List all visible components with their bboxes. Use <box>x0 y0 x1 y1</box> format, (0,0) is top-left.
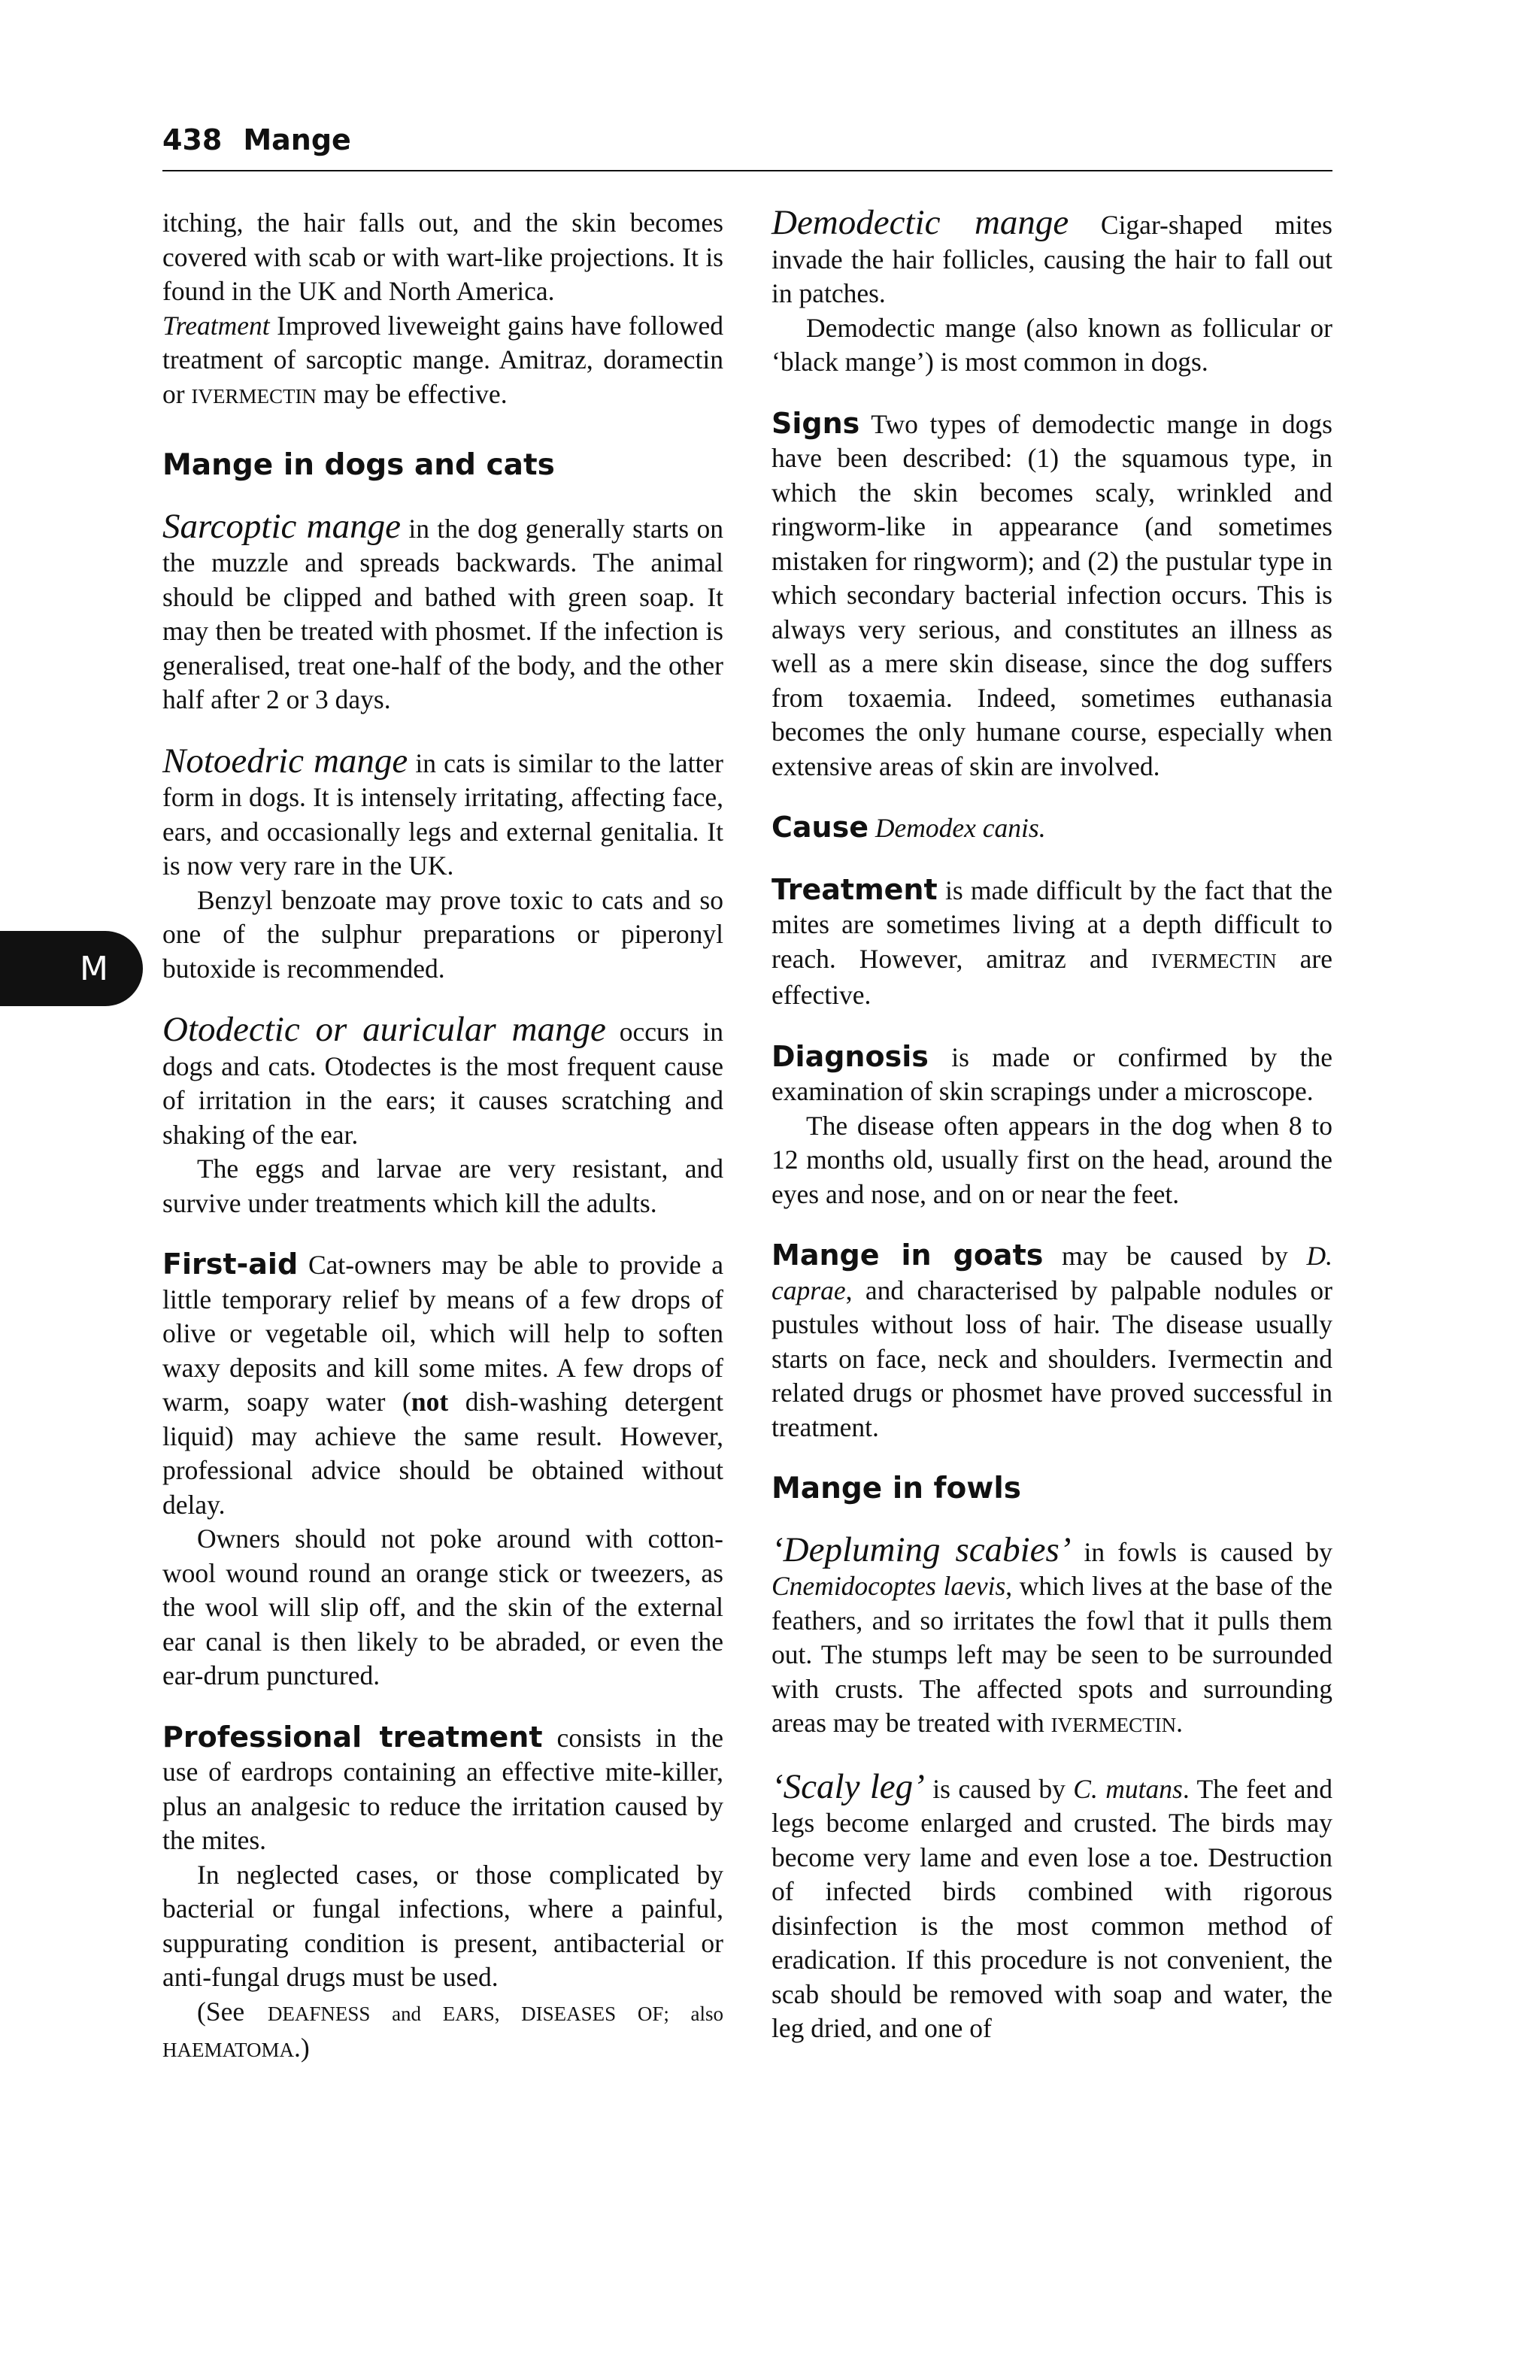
notoedric-heading: Notoedric mange <box>162 741 408 781</box>
sarcoptic-heading: Sarcoptic mange <box>162 506 401 546</box>
scaly-leg-heading: ‘Scaly leg’ <box>772 1766 925 1806</box>
heading-mange-dogs-cats: Mange in dogs and cats <box>162 448 555 482</box>
goats-heading: Mange in goats <box>772 1239 1044 1272</box>
paragraph-treatment-dogs: Treatment is made difficult by the fact that the mites are sometimes living at a depth difficult to reach. However, amitraz and IVERMECTIN are effective. <box>772 872 1333 1010</box>
cross-reference-deafness: DEAFNESS <box>267 2002 371 2025</box>
see-also-reference: (See DEAFNESS and EARS, DISEASES OF; also HAEMATOMA.) <box>162 1996 723 2063</box>
paragraph-cause: Cause Demodex canis. <box>772 811 1046 844</box>
signs-heading: Signs <box>772 406 860 440</box>
cross-reference-ivermectin: IVERMECTIN <box>1050 1714 1177 1736</box>
cross-reference-ivermectin: IVERMECTIN <box>1151 949 1277 972</box>
paragraph-goats: Mange in goats may be caused by D. caprae, and characterised by palpable nodules or pustules without loss of hair. The disease usually starts on face, neck and shoulders. Ivermectin and related drugs or phosmet have proved successful in treatment. <box>772 1239 1332 1442</box>
treatment-run-in-head: Treatment <box>162 310 270 341</box>
paragraph-otodectic: Otodectic or auricular mange occurs in dogs and cats. Otodectes is the most frequent cause of irritation in the ears; it causes scratching and shaking of the ear. <box>162 1010 723 1150</box>
diagnosis-heading: Diagnosis <box>772 1039 929 1073</box>
thumb-index-tab <box>0 931 143 1006</box>
demodectic-heading: Demodectic mange <box>772 203 1069 242</box>
paragraph-demodectic-2: Demodectic mange (also known as follicular or ‘black mange’) is most common in dogs. <box>772 312 1332 377</box>
paragraph-treatment-sheep: Treatment Improved liveweight gains have followed treatment of sarcoptic mange. Amitraz, doramectin or IVERMECTIN may be effective. <box>162 310 723 409</box>
cause-heading: Cause <box>772 811 869 844</box>
paragraph-owners: Owners should not poke around with cotton-wool wound round an orange stick or tweezers, as the wool will slip off, and the skin of the external ear canal is then likely to be abraded, or even the ear-drum punctured. <box>162 1524 723 1690</box>
paragraph-first-aid: First-aid Cat-owners may be able to provide a little temporary relief by means of a few drops of olive or vegetable oil, which will help to soften waxy deposits and kill some mites. A few drops of warm, soapy water (not dish-washing detergent liquid) may achieve the same result. However, professional advice should be obtained without delay. <box>162 1248 723 1520</box>
professional-treatment-heading: Professional treatment <box>162 1720 543 1754</box>
paragraph-notoedric: Notoedric mange in cats is similar to the latter form in dogs. It is intensely irritating, affecting face, ears, and occasionally legs and external genitalia. It is now very rare in the UK. <box>162 741 723 881</box>
paragraph-scaly-leg: ‘Scaly leg’ is caused by C. mutans. The feet and legs become enlarged and crusted. The birds may become very lame and even lose a toe. Destruction of infected birds combined with rigorous disinfection is the most common method of eradication. If this procedure is not convenient, the scab should be removed with soap and water, the leg dried, and one of <box>772 1766 1332 2043</box>
page-number: 438 <box>162 123 223 156</box>
paragraph-demodectic: Demodectic mange Cigar-shaped mites invade the hair follicles, causing the hair to fall out in patches. <box>772 203 1332 308</box>
section-title: Mange <box>243 123 351 156</box>
paragraph-signs: Signs Two types of demodectic mange in dogs have been described: (1) the squamous type, in which the skin becomes scaly, wrinkled and ringworm-like in appearance (and sometimes mistaken for ringworm); and (2) the pustular type in which secondary bacterial infection occurs. This is always very serious, and constitutes an illness as well as a mere skin disease, since the dog suffers from toxaemia. Indeed, sometimes euthanasia becomes the only humane course, especially when extensive areas of skin are involved. <box>772 406 1332 781</box>
paragraph-benzyl: Benzyl benzoate may prove toxic to cats and so one of the sulphur preparations or piperonyl butoxide is recommended. <box>162 884 723 984</box>
depluming-heading: ‘Depluming scabies’ <box>772 1530 1072 1569</box>
cross-reference-ears: EARS, DISEASES OF <box>442 2002 664 2025</box>
cross-reference-haematoma: HAEMATOMA <box>162 2039 295 2061</box>
paragraph-eggs: The eggs and larvae are very resistant, and survive under treatments which kill the adults. <box>162 1154 723 1218</box>
paragraph-diagnosis: Diagnosis is made or confirmed by the examination of skin scrapings under a microscope. <box>772 1039 1332 1106</box>
heading-mange-fowls: Mange in fowls <box>772 1472 1021 1505</box>
paragraph-neglected: In neglected cases, or those complicated by bacterial or fungal infections, where a painful, suppurating condition is present, antibacterial or anti-fungal drugs must be used. <box>162 1859 723 1992</box>
paragraph-depluming: ‘Depluming scabies’ in fowls is caused by Cnemidocoptes laevis, which lives at the base of the feathers, and so irritates the fowl that it pulls them out. The stumps left may be seen to be surrounded with crusts. The affected spots and surrounding areas may be treated with IVERMECTIN. <box>772 1530 1333 1738</box>
paragraph-professional-treatment: Professional treatment consists in the use of eardrops containing an effective mite-killer, plus an analgesic to reduce the irritation caused by the mites. <box>162 1720 723 1855</box>
right-column <box>772 203 1333 2046</box>
cross-reference-ivermectin: IVERMECTIN <box>191 384 317 408</box>
otodectic-heading: Otodectic or auricular mange <box>162 1010 606 1049</box>
paragraph-diagnosis-2: The disease often appears in the dog when 8 to 12 months old, usually first on the head, around the eyes and nose, and on or near the feet. <box>772 1110 1332 1209</box>
treatment-heading: Treatment <box>772 872 938 906</box>
first-aid-heading: First-aid <box>162 1248 299 1281</box>
paragraph-itching: itching, the hair falls out, and the skin becomes covered with scab or with wart-like projections. It is found in the UK and North America. <box>162 208 723 306</box>
left-column <box>162 206 723 2068</box>
running-head <box>162 123 1332 171</box>
paragraph-sarcoptic: Sarcoptic mange in the dog generally starts on the muzzle and spreads backwards. The animal should be clipped and bathed with green soap. It may then be treated with phosmet. If the infection is generalised, treat one-half of the body, and the other half after 2 or 3 days. <box>162 506 723 714</box>
thumb-index-letter: M <box>80 949 108 988</box>
emphasis-not: not <box>411 1387 449 1417</box>
